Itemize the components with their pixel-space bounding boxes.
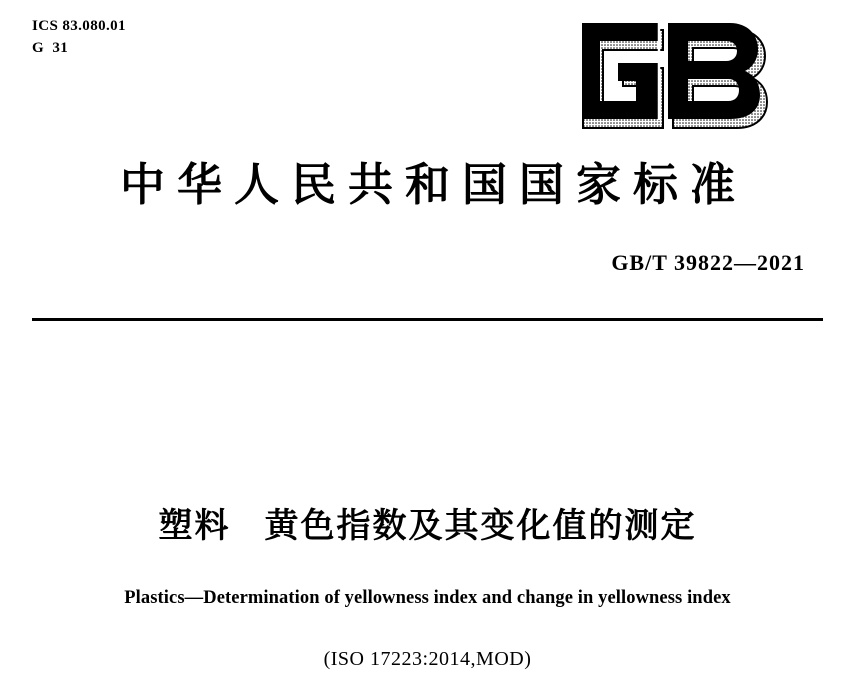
horizontal-divider [32,318,823,321]
standard-number: GB/T 39822—2021 [611,250,805,275]
document-title-cn [0,498,855,547]
document-title-cn-part2: 黄色指数及其变化值的测定 [264,506,697,546]
document-equivalence-note: (ISO 17223:2014,MOD) [323,648,532,670]
gb-logo-icon [577,20,777,138]
document-title-cn-part1: 塑料 [158,506,231,546]
document-title-en: Plastics—Determination of yellowness index and change in yellowness index [124,588,731,608]
issuing-body-title: 中华人民共和国国家标准 [119,158,747,211]
ics-code: ICS 83.080.01 [32,18,126,34]
classification-code: G 31 [32,39,69,56]
classification-codes [32,16,126,60]
